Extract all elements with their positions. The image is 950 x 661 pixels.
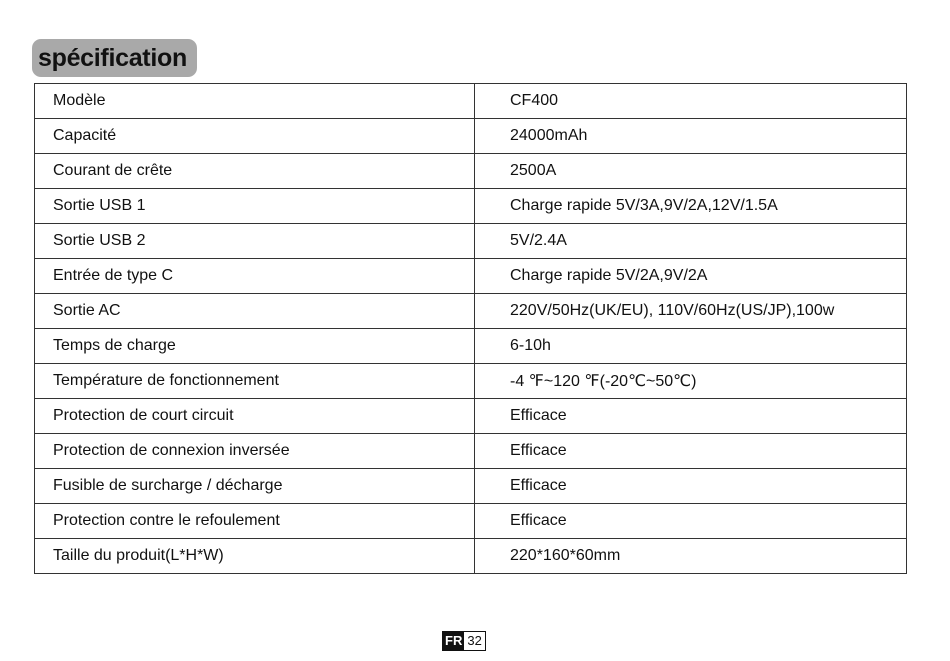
spec-value: Efficace — [475, 504, 907, 539]
table-row — [35, 539, 907, 574]
spec-label: Sortie AC — [35, 294, 475, 329]
table-row — [35, 189, 907, 224]
table-row — [35, 259, 907, 294]
table-row — [35, 294, 907, 329]
spec-value: -4 ℉~120 ℉(-20℃~50℃) — [475, 364, 907, 399]
page-number: 32 — [464, 632, 484, 650]
table-row — [35, 434, 907, 469]
table-row — [35, 504, 907, 539]
spec-label: Protection de connexion inversée — [35, 434, 475, 469]
specification-table-body — [35, 84, 907, 574]
section-heading: spécification — [32, 39, 197, 77]
spec-value: 24000mAh — [475, 119, 907, 154]
language-code: FR — [445, 633, 463, 648]
spec-value: CF400 — [475, 84, 907, 119]
spec-value: 220*160*60mm — [475, 539, 907, 574]
spec-label: Courant de crête — [35, 154, 475, 189]
page-number-badge — [442, 631, 486, 651]
spec-value: Efficace — [475, 434, 907, 469]
table-row — [35, 224, 907, 259]
table-row — [35, 84, 907, 119]
spec-label: Protection contre le refoulement — [35, 504, 475, 539]
spec-label: Protection de court circuit — [35, 399, 475, 434]
spec-label: Capacité — [35, 119, 475, 154]
specification-table — [34, 83, 907, 574]
spec-value: Efficace — [475, 399, 907, 434]
table-row — [35, 154, 907, 189]
spec-label: Entrée de type C — [35, 259, 475, 294]
spec-value: 6-10h — [475, 329, 907, 364]
spec-label: Température de fonctionnement — [35, 364, 475, 399]
table-row — [35, 469, 907, 504]
spec-value: 2500A — [475, 154, 907, 189]
spec-label: Temps de charge — [35, 329, 475, 364]
table-row — [35, 329, 907, 364]
spec-label: Sortie USB 1 — [35, 189, 475, 224]
spec-label: Modèle — [35, 84, 475, 119]
spec-label: Sortie USB 2 — [35, 224, 475, 259]
spec-value: Charge rapide 5V/2A,9V/2A — [475, 259, 907, 294]
spec-label: Taille du produit(L*H*W) — [35, 539, 475, 574]
spec-value: Efficace — [475, 469, 907, 504]
table-row — [35, 399, 907, 434]
spec-value: Charge rapide 5V/3A,9V/2A,12V/1.5A — [475, 189, 907, 224]
table-row — [35, 364, 907, 399]
spec-value: 220V/50Hz(UK/EU), 110V/60Hz(US/JP),100w — [475, 294, 907, 329]
table-row — [35, 119, 907, 154]
spec-label: Fusible de surcharge / décharge — [35, 469, 475, 504]
spec-value: 5V/2.4A — [475, 224, 907, 259]
